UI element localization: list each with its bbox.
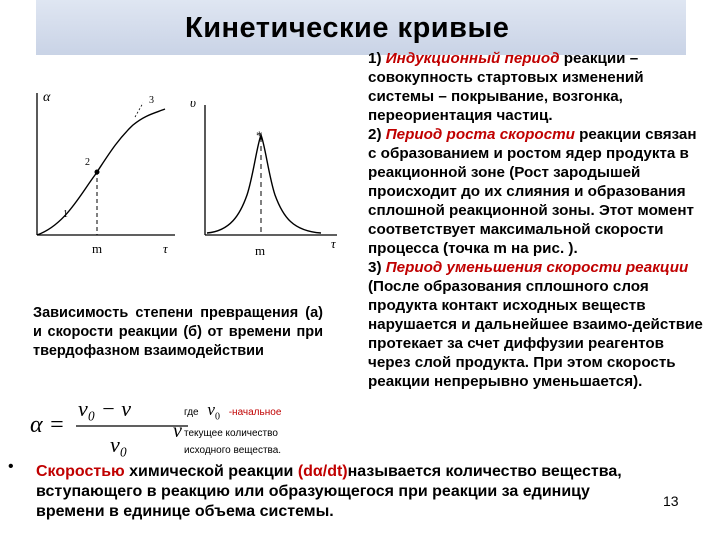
peak-marker: * xyxy=(256,128,263,143)
point-1-label: 1 xyxy=(63,209,68,220)
y-label-a: α xyxy=(43,90,51,105)
paragraph-3: 3) Период уменьшения скорости реакции (После образования сплошного слоя продукта контакт исходных веществ нарушается и дальнейшее взаимо-действие протекает за счет диффузии реагентов через слой продукта. При этом скорость реакции непрерывно уменьшается). xyxy=(368,259,703,390)
m-label-b: m xyxy=(255,243,266,258)
figure-caption: Зависимость степени превращения (а) и скорости реакции (б) от времени при твердофазном взаимодействии xyxy=(33,305,323,359)
paragraph-2: 2) Период роста скорости реакции связан с образованием и ростом ядер продукта в реакционной зоне (Рост зародышей происходит до их слияния и образования сплошной реакционной зоны. Этот момент соответствует максимальной скорости процесса (точка m на рис. ). xyxy=(368,126,697,257)
x-label-b: τ xyxy=(331,236,336,251)
figure-b xyxy=(190,95,337,258)
curve-a xyxy=(37,109,165,235)
point-3-label: 3 xyxy=(149,95,154,106)
legend-line-1: где $\nu_0$ -начальное xyxy=(184,400,282,423)
formula-legend xyxy=(184,401,344,459)
page-number: 13 xyxy=(663,493,679,509)
alpha-formula xyxy=(30,392,190,462)
figure-a xyxy=(37,90,175,256)
point-3-tick xyxy=(135,103,143,117)
formula-lhs: α = xyxy=(30,412,65,438)
point-2-label: 2 xyxy=(85,157,90,168)
right-column-text xyxy=(368,49,708,391)
curve-b xyxy=(207,135,321,233)
definition-text: Скоростью химической реакции (dα/dt)называется количество вещества, вступающего в реакцию или образующегося при реакции за единицу времени в единице объема системы. xyxy=(36,463,622,520)
nu-symbol: ν xyxy=(173,420,182,442)
legend-line-3: исходного вещества. xyxy=(184,445,282,457)
formula-numerator: ν₀ − ν xyxy=(78,396,132,421)
point-2 xyxy=(95,170,100,175)
formula-denominator: ν₀ xyxy=(110,432,128,457)
nu0-symbol: $\nu_0$ xyxy=(207,400,220,423)
y-label-b: υ xyxy=(190,95,196,110)
paragraph-1: 1) Индукционный период реакции – совокупность стартовых изменений системы – покрывание, возгонка, переориентация частиц. xyxy=(368,50,644,124)
legend-line-2: текущее количество xyxy=(184,428,278,440)
m-label-a: m xyxy=(92,241,103,256)
kinetic-curves-figure xyxy=(25,85,365,275)
x-label-a: τ xyxy=(163,241,168,256)
bullet-icon: • xyxy=(8,458,14,475)
slide-title: Кинетические кривые xyxy=(185,12,510,44)
